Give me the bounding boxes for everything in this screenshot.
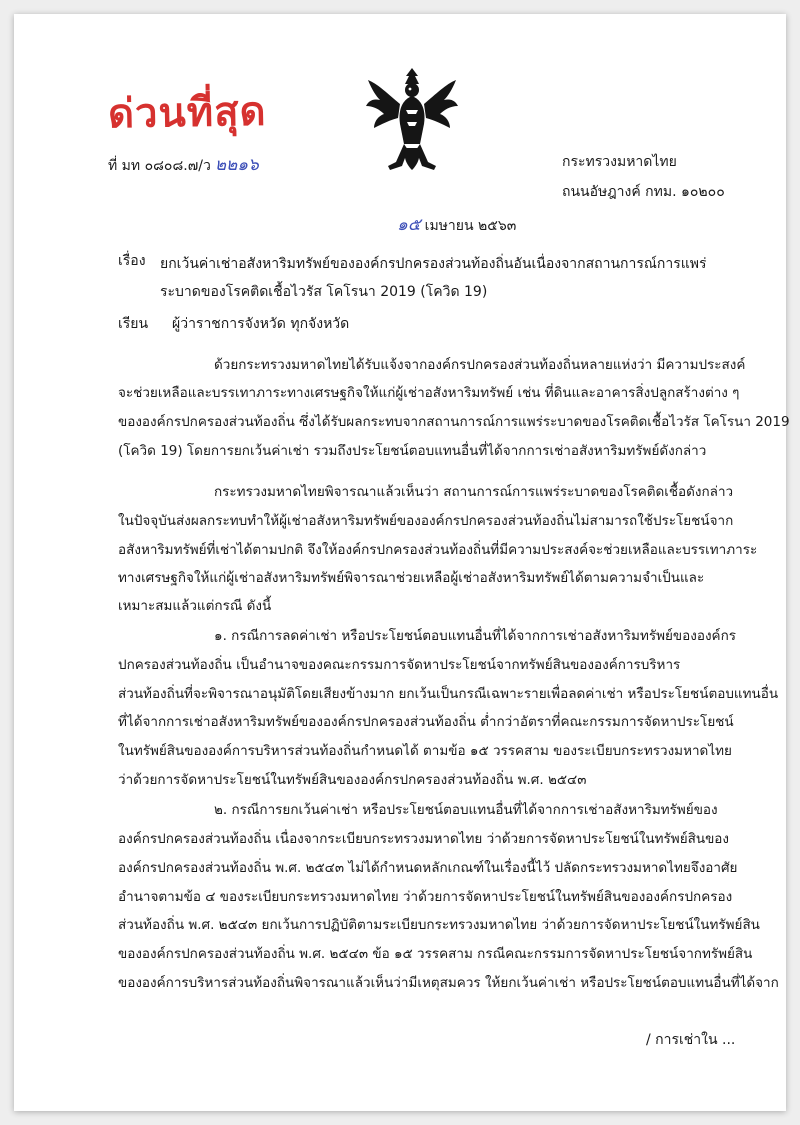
body-line: ๑. กรณีการลดค่าเช่า หรือประโยชน์ตอบแทนอื่นที่ได้จากการเช่าอสังหาริมทรัพย์ขององค์กร [214, 628, 736, 644]
ministry-address: ถนนอัษฎางค์ กทม. ๑๐๒๐๐ [562, 184, 725, 200]
document-number [108, 151, 259, 178]
body-line: ในทรัพย์สินขององค์การบริหารส่วนท้องถิ่นกำหนดได้ ตามข้อ ๑๕ วรรคสาม ของระเบียบกระทรวงมหาดไทย [118, 743, 732, 759]
document-date [397, 211, 516, 238]
body-line: ปกครองส่วนท้องถิ่น เป็นอำนาจของคณะกรรมการจัดหาประโยชน์จากทรัพย์สินขององค์การบริหาร [118, 657, 681, 673]
body-line: (โควิด 19) โดยการยกเว้นค่าเช่า รวมถึงประโยชน์ตอบแทนอื่นที่ได้จากการเช่าอสังหาริมทรัพย์ดังกล่าว [118, 443, 707, 459]
body-line: ส่วนท้องถิ่น พ.ศ. ๒๕๔๓ ยกเว้นการปฏิบัติตามระเบียบกระทรวงมหาดไทย ว่าด้วยการจัดหาประโยชน์ในทรัพย์สิน [118, 917, 760, 933]
ministry-name: กระทรวงมหาดไทย [562, 154, 677, 170]
document-number-handwritten: ๒๒๑๖ [214, 155, 259, 175]
body-line: จะช่วยเหลือและบรรเทาภาระทางเศรษฐกิจให้แก่ผู้เช่าอสังหาริมทรัพย์ เช่น ที่ดินและอาคารสิ่งปลูกสร้างต่าง ๆ [118, 385, 740, 401]
body-line: องค์กรปกครองส่วนท้องถิ่น เนื่องจากระเบียบกระทรวงมหาดไทย ว่าด้วยการจัดหาประโยชน์ในทรัพย์สินของ [118, 831, 730, 847]
date-month-year: เมษายน ๒๕๖๓ [424, 218, 517, 234]
body-line: องค์กรปกครองส่วนท้องถิ่น พ.ศ. ๒๕๔๓ ไม่ได้กำหนดหลักเกณฑ์ในเรื่องนี้ไว้ ปลัดกระทรวงมหาดไทยจึงอาศัย [118, 860, 738, 876]
body-line: อสังหาริมทรัพย์ที่เช่าได้ตามปกติ จึงให้องค์กรปกครองส่วนท้องถิ่นที่มีความประสงค์จะช่วยเหลือและบรรเทาภาระ [118, 542, 758, 558]
body-line: ขององค์กรปกครองส่วนท้องถิ่น พ.ศ. ๒๕๔๓ ข้อ ๑๕ วรรคสาม กรณีคณะกรรมการจัดหาประโยชน์จากทรัพย์สิน [118, 946, 753, 962]
body-line: ทางเศรษฐกิจให้แก่ผู้เช่าอสังหาริมทรัพย์พิจารณาช่วยเหลือผู้เช่าอสังหาริมทรัพย์ได้ตามความจำเป็นและ [118, 570, 705, 586]
body-line: ขององค์กรปกครองส่วนท้องถิ่น ซึ่งได้รับผลกระทบจากสถานการณ์การแพร่ระบาดของโรคติดเชื้อไวรัส โคโรนา 2019 [118, 414, 790, 430]
recipient-text: ผู้ว่าราชการจังหวัด ทุกจังหวัด [172, 316, 350, 332]
subject-text: ยกเว้นค่าเช่าอสังหาริมทรัพย์ขององค์กรปกครองส่วนท้องถิ่นอันเนื่องจากสถานการณ์การแพร่ระบาดของโรคติดเชื้อไวรัส โคโรนา 2019 (โควิด 19) [160, 256, 707, 300]
body-line: อำนาจตามข้อ ๔ ของระเบียบกระทรวงมหาดไทย ว่าด้วยการจัดหาประโยชน์ในทรัพย์สินขององค์กรปกครอง [118, 889, 733, 905]
recipient-label: เรียน [118, 316, 149, 332]
urgent-stamp: ด่วนที่สุด [107, 87, 267, 138]
body-line: ที่ได้จากการเช่าอสังหาริมทรัพย์ขององค์กรปกครองส่วนท้องถิ่น ต่ำกว่าอัตราที่คณะกรรมการจัดหาประโยชน์ [118, 714, 734, 730]
body-line: ส่วนท้องถิ่นที่จะพิจารณาอนุมัติโดยเสียงข้างมาก ยกเว้นเป็นกรณีเฉพาะรายเพื่อลดค่าเช่า หรือประโยชน์ตอบแทนอื่น [118, 686, 779, 702]
body-line: ว่าด้วยการจัดหาประโยชน์ในทรัพย์สินขององค์กรปกครองส่วนท้องถิ่น พ.ศ. ๒๕๔๓ [118, 772, 587, 788]
body-line: เหมาะสมแล้วแต่กรณี ดังนี้ [118, 598, 272, 614]
document-number-prefix: ที่ มท ๐๘๐๘.๗/ว [108, 158, 211, 174]
body-line: ขององค์การบริหารส่วนท้องถิ่นพิจารณาแล้วเห็นว่ามีเหตุสมควร ให้ยกเว้นค่าเช่า หรือประโยชน์ตอบแทนอื่นที่ได้จาก [118, 975, 779, 991]
date-day-handwritten: ๑๕ [397, 215, 421, 235]
body-line: ในปัจจุบันส่งผลกระทบทำให้ผู้เช่าอสังหาริมทรัพย์ขององค์กรปกครองส่วนท้องถิ่นไม่สามารถใช้ประโยชน์จาก [118, 513, 734, 529]
garuda-emblem-icon [362, 66, 462, 174]
continued-marker: / การเช่าใน ... [646, 1032, 736, 1048]
subject-label: เรื่อง [118, 253, 146, 269]
body-line: ด้วยกระทรวงมหาดไทยได้รับแจ้งจากองค์กรปกครองส่วนท้องถิ่นหลายแห่งว่า มีความประสงค์ [214, 357, 746, 373]
body-line: กระทรวงมหาดไทยพิจารณาแล้วเห็นว่า สถานการณ์การแพร่ระบาดของโรคติดเชื้อดังกล่าว [214, 484, 734, 500]
body-line: ๒. กรณีการยกเว้นค่าเช่า หรือประโยชน์ตอบแทนอื่นที่ได้จากการเช่าอสังหาริมทรัพย์ของ [214, 802, 718, 818]
